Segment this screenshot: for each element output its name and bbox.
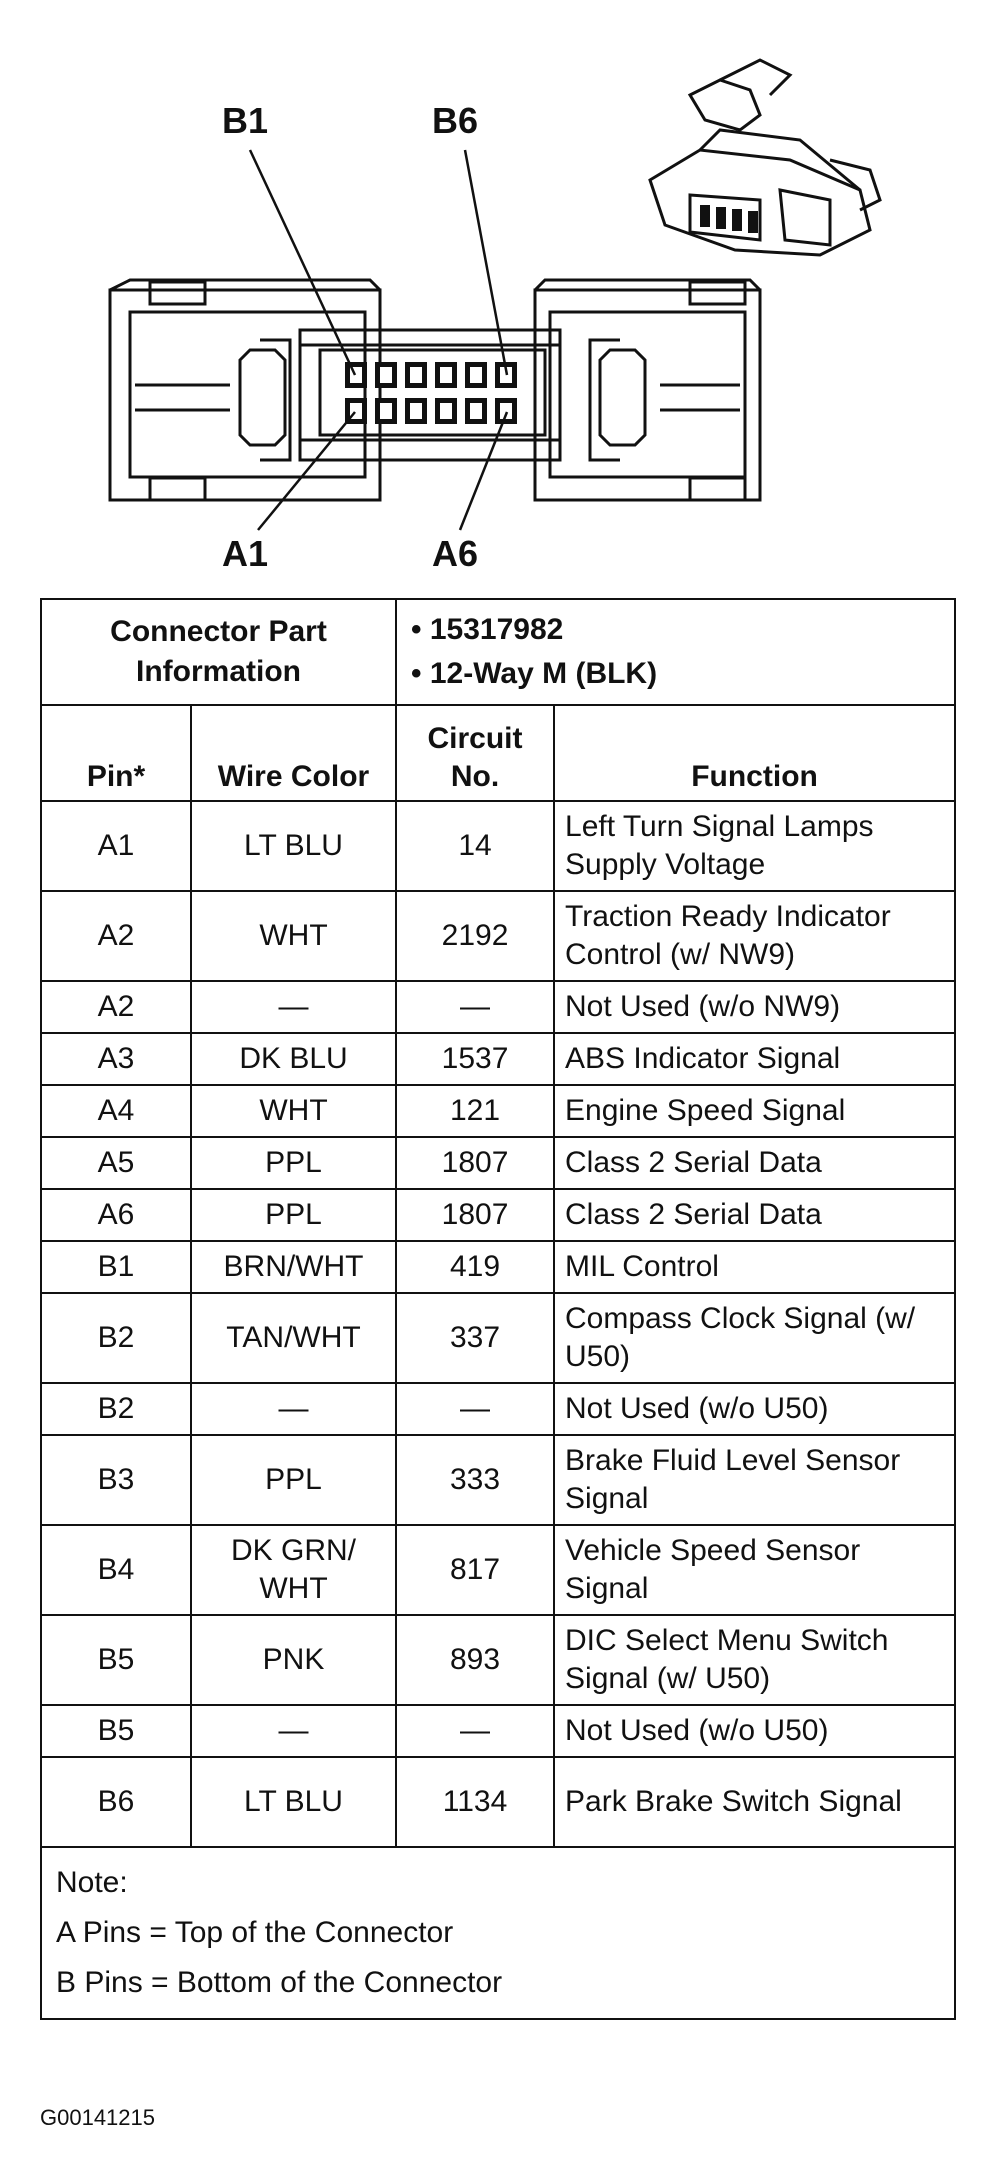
note-line: B Pins = Bottom of the Connector: [56, 1966, 503, 1999]
col-header-wire-color: Wire Color: [191, 705, 396, 801]
circuit-cell: 817: [396, 1525, 554, 1615]
function-cell: Not Used (w/o U50): [554, 1383, 955, 1435]
table-row: [41, 1085, 955, 1137]
table-row: [41, 1293, 955, 1383]
function-cell: Brake Fluid Level Sensor Signal: [554, 1435, 955, 1525]
function-cell: MIL Control: [554, 1241, 955, 1293]
pin-label-b1: B1: [222, 100, 269, 141]
circuit-cell: 1134: [396, 1757, 554, 1847]
col-header-pin: Pin*: [41, 705, 191, 801]
circuit-cell: 893: [396, 1615, 554, 1705]
table-row: [41, 1137, 955, 1189]
circuit-cell: 333: [396, 1435, 554, 1525]
circuit-cell: 2192: [396, 891, 554, 981]
pin-label-a6: A6: [432, 533, 479, 574]
circuit-cell: 419: [396, 1241, 554, 1293]
pin-cell: A1: [41, 801, 191, 891]
table-row: [41, 1189, 955, 1241]
wire-color-cell: —: [191, 1383, 396, 1435]
function-cell: Not Used (w/o U50): [554, 1705, 955, 1757]
pin-cell: A3: [41, 1033, 191, 1085]
table-row: [41, 1033, 955, 1085]
pin-cell: B4: [41, 1525, 191, 1615]
connector-type: • 12-Way M (BLK): [411, 657, 658, 690]
function-cell: DIC Select Menu Switch Signal (w/ U50): [554, 1615, 955, 1705]
pin-cell: A5: [41, 1137, 191, 1189]
wire-color-cell: PPL: [191, 1137, 396, 1189]
function-cell: ABS Indicator Signal: [554, 1033, 955, 1085]
function-cell: Traction Ready Indicator Control (w/ NW9): [554, 891, 955, 981]
function-cell: Not Used (w/o NW9): [554, 981, 955, 1033]
col-header-circuit: Circuit No.: [396, 705, 554, 801]
circuit-cell: —: [396, 1383, 554, 1435]
table-row: [41, 981, 955, 1033]
wire-color-cell: DK BLU: [191, 1033, 396, 1085]
wire-color-cell: WHT: [191, 891, 396, 981]
wire-color-cell: —: [191, 1705, 396, 1757]
figure-code: G00141215: [40, 2105, 155, 2130]
pin-cell: A2: [41, 981, 191, 1033]
circuit-cell: 1537: [396, 1033, 554, 1085]
wire-color-cell: LT BLU: [191, 801, 396, 891]
table-row: [41, 1383, 955, 1435]
wire-color-cell: WHT: [191, 1085, 396, 1137]
table-row: [41, 1615, 955, 1705]
circuit-cell: 1807: [396, 1189, 554, 1241]
table-row: [41, 1525, 955, 1615]
function-cell: Engine Speed Signal: [554, 1085, 955, 1137]
part-info-label: Connector Part Information: [41, 599, 396, 705]
table-row: [41, 891, 955, 981]
connector-pin-table: [40, 598, 956, 2020]
table-row: [41, 1757, 955, 1847]
wire-color-cell: LT BLU: [191, 1757, 396, 1847]
function-cell: Park Brake Switch Signal: [554, 1757, 955, 1847]
wire-color-cell: PPL: [191, 1189, 396, 1241]
circuit-cell: 121: [396, 1085, 554, 1137]
circuit-cell: —: [396, 1705, 554, 1757]
table-row: [41, 801, 955, 891]
table-row: [41, 1705, 955, 1757]
table-row: [41, 1241, 955, 1293]
pin-cell: B6: [41, 1757, 191, 1847]
col-header-function: Function: [554, 705, 955, 801]
wire-color-cell: —: [191, 981, 396, 1033]
pin-cell: B5: [41, 1615, 191, 1705]
wire-color-cell: PNK: [191, 1615, 396, 1705]
circuit-cell: 14: [396, 801, 554, 891]
note-cell: [41, 1847, 955, 2019]
pin-cell: B5: [41, 1705, 191, 1757]
pin-cell: A4: [41, 1085, 191, 1137]
pin-cell: B2: [41, 1293, 191, 1383]
function-cell: Class 2 Serial Data: [554, 1137, 955, 1189]
part-info-row: [41, 599, 955, 705]
connector-diagram: [0, 0, 998, 590]
table-row: [41, 1435, 955, 1525]
part-info-values: [396, 599, 955, 705]
function-cell: Vehicle Speed Sensor Signal: [554, 1525, 955, 1615]
circuit-cell: —: [396, 981, 554, 1033]
function-cell: Left Turn Signal Lamps Supply Voltage: [554, 801, 955, 891]
wire-color-cell: PPL: [191, 1435, 396, 1525]
note-row: [41, 1847, 955, 2019]
wire-color-cell: BRN/WHT: [191, 1241, 396, 1293]
header-row: [41, 705, 955, 801]
pin-cell: B1: [41, 1241, 191, 1293]
function-cell: Class 2 Serial Data: [554, 1189, 955, 1241]
pin-cell: B2: [41, 1383, 191, 1435]
circuit-cell: 1807: [396, 1137, 554, 1189]
part-number: • 15317982: [411, 613, 564, 646]
function-cell: Compass Clock Signal (w/ U50): [554, 1293, 955, 1383]
note-title: Note:: [56, 1866, 128, 1899]
wire-color-cell: DK GRN/ WHT: [191, 1525, 396, 1615]
pin-cell: A6: [41, 1189, 191, 1241]
pin-label-b6: B6: [432, 100, 479, 141]
circuit-cell: 337: [396, 1293, 554, 1383]
note-line: A Pins = Top of the Connector: [56, 1916, 454, 1949]
wire-color-cell: TAN/WHT: [191, 1293, 396, 1383]
pin-label-a1: A1: [222, 533, 269, 574]
pin-cell: B3: [41, 1435, 191, 1525]
pin-cell: A2: [41, 891, 191, 981]
